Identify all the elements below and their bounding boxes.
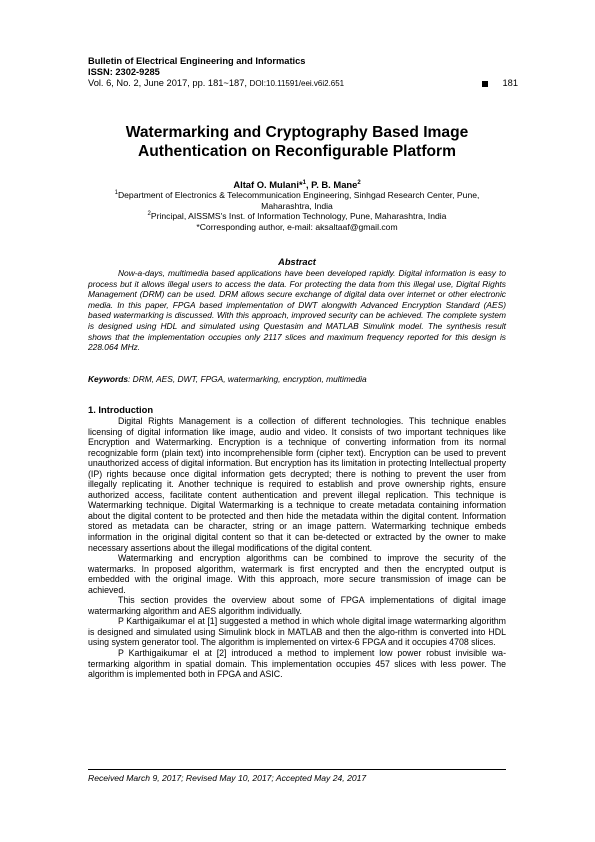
paragraph: This section provides the overview about some of FPGA implementations of digital image watermarking algorithm and AES algorithm individually.: [88, 595, 506, 616]
affiliation-2-mark: 2: [147, 211, 151, 218]
affiliation-2-text: Principal, AISSMS's Inst. of Information Technology, Pune, Maharashtra, India: [150, 211, 447, 222]
abstract-text: Now-a-days, multimedia based applications have been developed rapidly. Digital information is easy to process but it allows illegal users to access the data. For protecting the data from this illegal use, Digital Rights Management (DRM) can be used. DRM allows secure exchange of digital data over internet or other electronic media. In this paper, FPGA based implementation of DWT alongwith Advanced Encryption Standard (AES) based watermarking is discussed. With this approach, improved security can be achieved. The complete system is designed using HDL and simulated using Questasim and MATLAB Simulink model. The synthesis result shows that the implementation occupies only 2117 slices and maximum frequency reported for this design is 228.064 MHz.: [88, 268, 506, 353]
paragraph: Digital Rights Management is a collection of different technologies. This technique enables licensing of digital information like image, audio and video. It consists of two important techniques like Encryption and Watermarking. Encryption is a technique of converting information from its normal recognizable form (plain text) into incomprehensible form (cipher text). Encryption can be used to prevent unauthorized access of digital information. But encryption has its limitation in protecting Intellectual property (IP) rights because once digital information gets decrypted; there is nothing to prevent the user from illegally replicating it. Another technique is required to establish and prove ownership rights, ensure authorized access, facilitate content authentication and prevent illegal replication. This technique is Watermarking technique. Digital Watermarking is a technique to create metadata containing information about the digital content to be protected and then hide the metadata within the digital content. Information stored as metadata can be character, string or an image pattern. Watermarking technique embeds information in the original digital content so that it can be-detected or extracted by the owner to make necessary assertions about the illegal modifications of the digital content.: [88, 416, 506, 553]
abstract-heading: Abstract: [278, 257, 316, 267]
author-names: [88, 180, 506, 190]
doi[interactable]: DOI:10.11591/eei.v6i2.651: [249, 79, 345, 88]
keywords-label: Keywords: [88, 374, 129, 384]
affiliation-1-mark: 1: [114, 190, 118, 197]
page-number: 181: [502, 78, 518, 88]
journal-name: Bulletin of Electrical Engineering and Informatics: [88, 56, 306, 66]
paragraph: P Karthigaikumar el at [1] suggested a method in which whole digital image watermarking algorithm is designed and simulated using Simulink block in MATLAB and then the algo-rithm is converted into HDL using system generator tool. The algorithm is implemented on virtex-6 FPGA and it occupies 4708 slices.: [88, 616, 506, 648]
author-block: [88, 180, 506, 232]
title-line-1: Watermarking and Cryptography Based Image: [125, 124, 469, 141]
paper-title: [88, 123, 506, 161]
paragraph: Watermarking and encryption algorithms can be combined to improve the security of the watermarks. In proposed algorithm, watermark is first encrypted and then the encrypted output is embedded with the original image. With this approach, more secure transmission of image can be achieved.: [88, 553, 506, 595]
journal-header: [88, 56, 518, 89]
keywords: [88, 374, 506, 384]
keywords-list: : DRM, AES, DWT, FPGA, watermarking, encryption, multimedia: [128, 374, 367, 384]
corresponding-author: *Corresponding author, e-mail: aksaltaaf@gmail.com: [196, 221, 398, 232]
received-dates: Received March 9, 2017; Revised May 10, 2017; Accepted May 24, 2017: [88, 773, 367, 783]
affiliation-1-continued: Maharashtra, India: [261, 200, 333, 211]
affiliation-1-text: Department of Electronics & Telecommunication Engineering, Sinhgad Research Center, Pune,: [117, 190, 480, 201]
square-bullet-icon: [482, 81, 488, 87]
author-2: , P. B. Mane: [305, 179, 358, 190]
author-2-affiliation-mark: 2: [357, 179, 361, 186]
title-line-2: Authentication on Reconfigurable Platform: [138, 143, 456, 160]
affiliation-1: [88, 190, 506, 200]
paragraph: P Karthigaikumar el at [2] introduced a method to implement low power robust invisible wa-termarking algorithm in spatial domain. This implementation occupies 457 slices with less power. The algorithm is implemented both in FPGA and ASIC.: [88, 648, 506, 680]
issn: ISSN: 2302-9285: [88, 67, 160, 77]
volume-line: Vol. 6, No. 2, June 2017, pp. 181~187,: [88, 78, 247, 88]
affiliation-2: [88, 211, 506, 221]
author-1-affiliation-mark: 1: [302, 179, 306, 186]
footer-divider: [88, 769, 506, 770]
introduction-body: [88, 416, 506, 680]
section-heading-introduction: 1. Introduction: [88, 404, 154, 415]
volume-info: [88, 78, 344, 89]
author-1: Altaf O. Mulani*: [233, 179, 303, 190]
